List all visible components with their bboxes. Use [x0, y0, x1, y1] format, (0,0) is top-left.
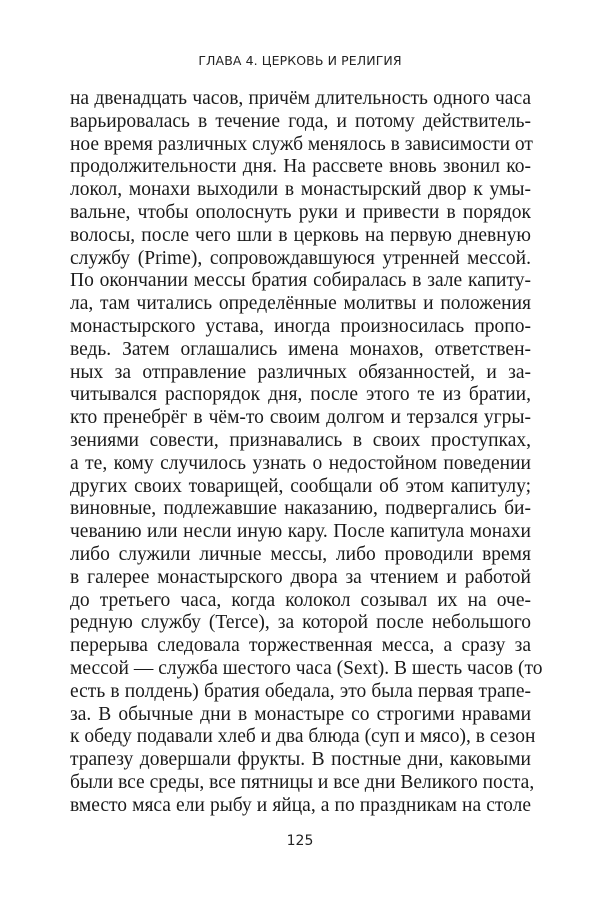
text-line: монастырского устава, иногда произносилась пропо-: [70, 315, 531, 337]
text-line: на двенадцать часов, причём длительность одного часа: [70, 88, 531, 109]
text-line: продолжительности дня. На рассвете вновь звонил ко-: [70, 156, 531, 178]
text-line: вальне, чтобы ополоснуть руки и привести в порядок: [70, 201, 531, 223]
text-line: за. В обычные дни в монастыре со строгими нравами: [70, 703, 531, 725]
text-line: варьировалась в течение года, и потому действитель-: [70, 110, 531, 132]
text-line: к обеду подавали хлеб и два блюда (суп и мясо), в сезон: [70, 726, 536, 748]
text-line: трапезу довершали фрукты. В постные дни, каковыми: [70, 749, 531, 771]
text-line: зениями совести, признавались в своих проступках,: [70, 429, 531, 451]
text-line: ведь. Затем оглашались имена монахов, ответствен-: [70, 338, 531, 360]
text-line: до третьего часа, когда колокол созывал их на оче-: [70, 589, 531, 611]
text-line: волосы, после чего шли в церковь на первую дневную: [70, 224, 531, 246]
text-line: либо служили личные мессы, либо проводили время: [70, 543, 531, 565]
text-line: мессой — служба шестого часа (Sext). В шесть часов (то: [70, 657, 543, 679]
text-line: виновные, подлежавшие наказанию, подвергались би-: [70, 498, 531, 520]
text-line: службу (Prime), сопровождавшуюся утренней мессой.: [70, 247, 531, 269]
text-line: вместо мяса ели рыбу и яйца, а по праздникам на столе: [70, 794, 531, 816]
text-line: ное время различных служб менялось в зависимости от: [70, 133, 533, 155]
text-line: есть в полдень) братия обедала, это была первая трапе-: [70, 680, 531, 702]
text-line: были все среды, все пятницы и все дни Великого поста,: [70, 771, 535, 793]
running-header: ГЛАВА 4. ЦЕРКОВЬ И РЕЛИГИЯ: [198, 53, 402, 68]
text-line: в галерее монастырского двора за чтением и работой: [70, 566, 531, 588]
text-line: По окончании мессы братия собиралась в зале капиту-: [70, 270, 531, 292]
text-line: других своих товарищей, сообщали об этом капитулу;: [70, 475, 531, 497]
text-line: читывался распорядок дня, после этого те из братии,: [70, 384, 531, 406]
text-line: редную службу (Terce), за которой после небольшого: [70, 612, 531, 634]
body-text: [70, 88, 543, 818]
page-number: 125: [286, 833, 314, 849]
text-line: ных за отправление различных обязанностей, и за-: [70, 361, 531, 383]
text-line: локол, монахи выходили в монастырский двор к умы-: [70, 179, 531, 201]
text-line: а те, кому случилось узнать о недостойном поведении: [70, 452, 531, 474]
text-line: кто пренебрёг в чём-то своим долгом и терзался угры-: [70, 407, 531, 429]
text-line: перерыва следовала торжественная месса, а сразу за: [70, 635, 531, 657]
text-line: чеванию или несли иную кару. После капитула монахи: [70, 521, 531, 543]
text-line: ла, там читались определённые молитвы и положения: [70, 293, 531, 315]
